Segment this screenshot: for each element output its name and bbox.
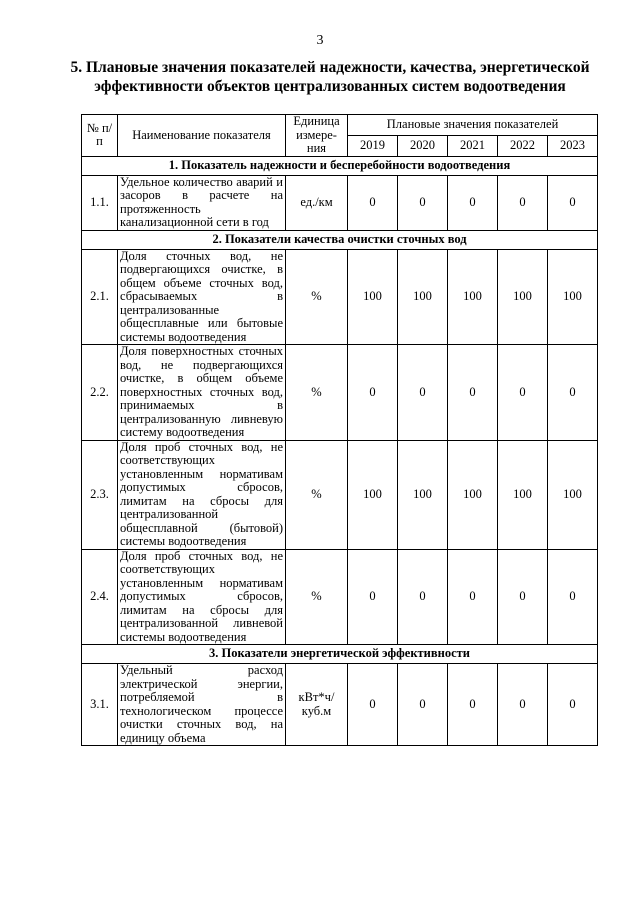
row-value: 100 <box>448 249 498 345</box>
table-row <box>82 664 598 746</box>
header-num: № п/п <box>82 115 118 157</box>
row-value: 0 <box>348 345 398 441</box>
row-name: Удельное количество аварий и засоров в расчете на протяженность канализационной сети в год <box>118 175 286 230</box>
row-unit: % <box>286 249 348 345</box>
section-header: 2. Показатели качества очистки сточных вод <box>82 230 598 249</box>
row-unit: кВт*ч/ куб.м <box>286 664 348 746</box>
row-num: 2.3. <box>82 440 118 549</box>
title-line-1: 5. Плановые значения показателей надежности, качества, энергетической <box>70 59 590 76</box>
row-value: 0 <box>448 345 498 441</box>
row-value: 0 <box>348 175 398 230</box>
table-row <box>82 249 598 345</box>
row-value: 0 <box>398 345 448 441</box>
row-name: Доля проб сточных вод, не соответствующих установленным нормативам допустимых сбросов, лимитам на сбросы для централизованной ливневой системы водоотведения <box>118 549 286 645</box>
header-unit: Единица измере-ния <box>286 115 348 157</box>
row-value: 0 <box>398 664 448 746</box>
row-unit: % <box>286 549 348 645</box>
row-value: 0 <box>498 175 548 230</box>
row-value: 0 <box>548 549 598 645</box>
section-header: 3. Показатели энергетической эффективности <box>82 645 598 664</box>
row-name: Доля сточных вод, не подвергающихся очистке, в общем объеме сточных вод, сбрасываемых в централизованные общесплавные или бытовые системы водоотведения <box>118 249 286 345</box>
table-row <box>82 345 598 441</box>
row-num: 3.1. <box>82 664 118 746</box>
row-value: 100 <box>448 440 498 549</box>
row-value: 0 <box>448 549 498 645</box>
indicators-table <box>81 114 598 746</box>
table-row <box>82 175 598 230</box>
header-year: 2021 <box>448 135 498 156</box>
header-year: 2023 <box>548 135 598 156</box>
row-num: 2.4. <box>82 549 118 645</box>
row-name: Доля проб сточных вод, не соответствующих установленным нормативам допустимых сбросов, лимитам на сбросы для централизованной общесплавной (бытовой) системы водоотведения <box>118 440 286 549</box>
row-unit: % <box>286 440 348 549</box>
row-value: 0 <box>498 664 548 746</box>
row-value: 0 <box>548 175 598 230</box>
row-unit: ед./км <box>286 175 348 230</box>
row-value: 100 <box>398 249 448 345</box>
table-row <box>82 440 598 549</box>
row-name: Доля поверхностных сточных вод, не подвергающихся очистке, в общем объеме поверхностных сточных вод, принимаемых в централизованную ливневую систему водоотведения <box>118 345 286 441</box>
row-name: Удельный расход электрической энергии, потребляемой в технологическом процессе очистки сточных вод, на единицу объема <box>118 664 286 746</box>
row-value: 100 <box>398 440 448 549</box>
row-num: 2.2. <box>82 345 118 441</box>
row-value: 0 <box>448 664 498 746</box>
row-value: 100 <box>548 440 598 549</box>
row-num: 1.1. <box>82 175 118 230</box>
header-year: 2019 <box>348 135 398 156</box>
header-name: Наименование показателя <box>118 115 286 157</box>
row-value: 0 <box>498 549 548 645</box>
row-value: 0 <box>548 345 598 441</box>
header-year: 2022 <box>498 135 548 156</box>
row-unit: % <box>286 345 348 441</box>
row-value: 0 <box>398 175 448 230</box>
row-value: 0 <box>348 549 398 645</box>
header-plan: Плановые значения показателей <box>348 115 598 136</box>
page-number: 3 <box>316 33 324 48</box>
row-value: 100 <box>498 249 548 345</box>
title-line-2: эффективности объектов централизованных систем водоотведения <box>94 78 566 95</box>
section-title <box>60 58 600 96</box>
row-value: 100 <box>348 440 398 549</box>
row-value: 0 <box>548 664 598 746</box>
table-row <box>82 549 598 645</box>
row-value: 100 <box>548 249 598 345</box>
row-value: 100 <box>348 249 398 345</box>
row-value: 0 <box>398 549 448 645</box>
row-num: 2.1. <box>82 249 118 345</box>
row-value: 100 <box>498 440 548 549</box>
section-header: 1. Показатель надежности и бесперебойности водоотведения <box>82 156 598 175</box>
row-value: 0 <box>348 664 398 746</box>
header-year: 2020 <box>398 135 448 156</box>
row-value: 0 <box>498 345 548 441</box>
row-value: 0 <box>448 175 498 230</box>
